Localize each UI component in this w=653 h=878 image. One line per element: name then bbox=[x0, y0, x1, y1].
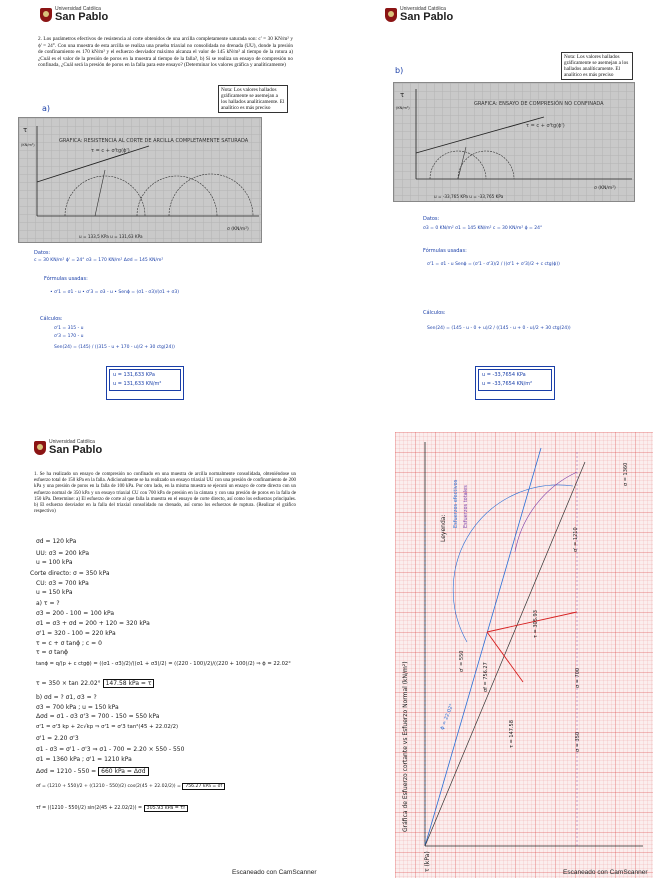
value-sigma-prime-1210: σ' = 1210 bbox=[573, 527, 579, 552]
work-line-14 bbox=[36, 680, 154, 687]
work-line-4: Corte directo: σ = 350 kPa bbox=[30, 570, 110, 577]
logo-small-text: Universidad Católica bbox=[55, 6, 101, 12]
scanner-footer: Escaneado con CamScanner bbox=[563, 869, 648, 876]
mohr-circle-graph bbox=[327, 432, 653, 878]
graph-axis-title: Gráfica de Esfuerzo cortante vs Esfuerzo Normal (kN/m²) bbox=[402, 661, 409, 832]
value-tau-305: τ = 305.93 bbox=[533, 610, 539, 638]
problem-statement: 1. Se ha realizado un ensayo de compresión no confinado en una muestra de arcilla normalmente consolidada, obteniéndose un esfuerzo total de 150 kPa en la falla. Adicionalmente se ha realizado un ensayo triaxial UU con una presión de confinamiento de 200 kPa y una presión de poros en la falla de 100 kPa. Por otro lado, en la misma muestra se ejecutó un ensayo de corte directo con un esfuerzo normal de 350 kPa y un ensayo triaxial CU con 700 kPa de presión en la cámara y con una presión de poros en la falla de 150 kPa. Determine: a) El esfuerzo de corte al que falla la muestra en el ensayo de corte directo, así como los esfuerzos principales. b) El esfuerzo desviador en la falla del triaxial consolidado no drenado, así como los esfuerzos de ruptura. (Realizar el gráfico respectivo) bbox=[34, 472, 296, 515]
logo-small-text: Universidad Católica bbox=[400, 6, 446, 12]
page-bottom-left bbox=[0, 432, 326, 878]
calc-line-3: Sen(24) = (145) / ((315 - u + 170 - u)/2 + 30 ctg(24)) bbox=[54, 345, 175, 350]
value-phi: ϕ = 22.02° bbox=[439, 703, 456, 731]
work-line-6: u = 150 kPa bbox=[36, 589, 73, 596]
calc-line-1: σ'1 = 315 - u bbox=[54, 326, 84, 331]
work-line-7: a) τ = ? bbox=[36, 600, 60, 607]
logo-small-text: Universidad Católica bbox=[49, 439, 95, 445]
university-logo bbox=[34, 440, 102, 456]
page-bottom-right bbox=[327, 432, 653, 878]
result-line-1: u = -33,7654 KPa bbox=[482, 372, 526, 378]
work-line-19: σ'1 = 2.20 σ'3 bbox=[36, 735, 79, 742]
graph-title: GRAFICA: ENSAYO DE COMPRESIÓN NO CONFINADA bbox=[474, 101, 604, 107]
work-line-12: τ = σ tanϕ bbox=[36, 649, 68, 656]
university-logo bbox=[385, 7, 453, 23]
graph-equation: τ = c + σ'tg(ϕ') bbox=[91, 148, 130, 154]
crest-icon bbox=[385, 8, 397, 22]
work-line-3: u = 100 kPa bbox=[36, 559, 73, 566]
legend-item-effective: Esfuerzos efectivos bbox=[453, 479, 459, 528]
work-line-1: σd = 120 kPa bbox=[36, 538, 77, 545]
result-box-c: 756.27 kPa = σf bbox=[182, 783, 225, 790]
graph-drawing bbox=[19, 118, 263, 244]
work-line-14-text: τ = 350 × tan 22.02° bbox=[36, 680, 101, 687]
value-sigma-350: σ = 350 bbox=[575, 731, 581, 752]
page-top-left bbox=[0, 0, 326, 430]
work-line-13: tanϕ = q/(p + c ctgϕ) = ((σ1 - σ3)/2)/((σ1 + σ3)/2) = ((220 - 100)/2)/((220 + 100)/2) ⇒ ϕ = 22.02° bbox=[36, 661, 291, 667]
sigma-axis-label: σ (KN/m²) bbox=[227, 227, 249, 232]
result-box-b: 660 kPa = Δσd bbox=[98, 767, 148, 776]
value-sigma-1360: σ = 1360 bbox=[623, 462, 629, 486]
calculos-label: Cálculos: bbox=[423, 310, 446, 316]
tau-axis-label: τ (kPa) bbox=[424, 851, 431, 872]
result-line-2: u = -33,7654 KN/m² bbox=[482, 381, 533, 387]
note-box: Nota: Los valores hallados gráficamente se asemejan a los hallados analíticamente. El analítico es más preciso bbox=[561, 52, 633, 80]
datos-values: σ3 = 0 KN/m² σ1 = 145 KN/m² c = 30 KN/m² ϕ = 24° bbox=[423, 226, 543, 231]
logo-big-text: San Pablo bbox=[55, 11, 109, 23]
graph-values: u = -33,765 KPa u = -33,765 KPa bbox=[434, 194, 504, 199]
tau-axis-label: τ bbox=[400, 91, 405, 99]
work-line-15: b) σd = ? σ1, σ3 = ? bbox=[36, 694, 97, 701]
work-line-11: τ = c + σ tanϕ ; c = 0 bbox=[36, 640, 102, 647]
work-line-2: UU: σ3 = 200 kPa bbox=[36, 550, 90, 557]
graph-drawing bbox=[394, 83, 636, 203]
result-box bbox=[106, 366, 184, 400]
result-line-1: u = 131,633 KPa bbox=[113, 372, 155, 378]
graph-values: u = 133,5 KPa u = 131,63 KPa bbox=[79, 234, 143, 239]
datos-label: Datos: bbox=[423, 216, 440, 222]
result-box bbox=[475, 366, 555, 400]
datos-values: c = 30 KN/m² ϕ' = 24° σ3 = 170 KN/m² Δσd = 145 KN/m² bbox=[34, 258, 164, 263]
work-line-16: σ3 = 700 kPa ; u = 150 kPa bbox=[36, 704, 119, 711]
tau-axis-unit: (KN/m²) bbox=[21, 143, 35, 147]
logo-big-text: San Pablo bbox=[400, 11, 454, 23]
work-line-20: σ1 - σ3 = σ'1 - σ'3 ⇒ σ1 - 700 = 2.20 × 550 - 550 bbox=[36, 746, 185, 753]
formulas-values: • σ'1 = σ1 - u • σ'3 = σ3 - u • Senϕ = (σ1 - σ3)/(σ1 + σ3) bbox=[50, 290, 179, 295]
work-line-21: σ1 = 1360 kPa ; σ'1 = 1210 kPa bbox=[36, 756, 132, 763]
formulas-label: Fórmulas usadas: bbox=[44, 276, 88, 282]
work-line-8: σ3 = 200 - 100 = 100 kPa bbox=[36, 610, 115, 617]
result-box-d: 305.93 kPa = τf bbox=[144, 805, 188, 812]
legend-item-total: Esfuerzos totales bbox=[463, 485, 469, 528]
scanner-footer: Escaneado con CamScanner bbox=[232, 869, 317, 876]
work-line-23-text: σf = (1210 + 550)/2 + ((1210 - 550)/2) cos(2(45 + 22.02/2)) = bbox=[36, 784, 181, 789]
part-label: b) bbox=[395, 66, 404, 75]
logo-big-text: San Pablo bbox=[49, 444, 103, 456]
formulas-label: Fórmulas usadas: bbox=[423, 248, 467, 254]
calculos-label: Cálculos: bbox=[40, 316, 63, 322]
graph-title: GRAFICA: RESISTENCIA AL CORTE DE ARCILLA COMPLETAMENTE SATURADA bbox=[59, 138, 249, 144]
part-label: a) bbox=[42, 104, 51, 113]
work-line-10: σ'1 = 320 - 100 = 220 kPa bbox=[36, 630, 116, 637]
work-line-22-text: Δσd = 1210 - 550 = bbox=[36, 768, 97, 775]
crest-icon bbox=[40, 8, 52, 22]
formulas-values: σ'1 = σ1 - u Senϕ = (σ'1 - σ'3)/2 / ((σ'1 + σ'3)/2 + c ctg(ϕ)) bbox=[427, 262, 560, 267]
shear-graph bbox=[393, 82, 635, 202]
result-line-2: u = 131,633 KN/m² bbox=[113, 381, 162, 387]
result-box-a: 147.58 kPa = τ bbox=[103, 679, 155, 688]
work-line-23 bbox=[36, 784, 225, 789]
work-line-18: σ'1 = σ'3 kp + 2c√kp ⇒ σ'1 = σ'3 tan²(45 + 22.02/2) bbox=[36, 724, 179, 730]
note-box: Nota: Los valores hallados gráficamente se asemejan a los hallados analíticamente. El analítico es más preciso bbox=[218, 85, 288, 113]
value-sigma-prime-550: σ' = 550 bbox=[459, 650, 465, 672]
calc-line-1: Sen(24) = (145 - u - 0 + u)/2 / ((145 - u + 0 - u)/2 + 30 ctg(24)) bbox=[427, 326, 571, 331]
work-line-24-text: τf = ((1210 - 550)/2) sin(2(45 + 22.02/2)) = bbox=[36, 806, 142, 811]
sigma-axis-label: σ (KN/m²) bbox=[594, 186, 616, 191]
value-tau-147: τ = 147.58 bbox=[509, 720, 515, 748]
value-sigma-700: σ = 700 bbox=[575, 667, 581, 688]
legend-title: Leyenda: bbox=[440, 514, 447, 542]
graph-equation: τ = c + σ'tg(ϕ') bbox=[526, 123, 565, 129]
work-line-24 bbox=[36, 806, 188, 811]
university-logo bbox=[40, 7, 108, 23]
problem-statement: 2. Los parámetros efectivos de resistencia al corte obtenidos de una arcilla completamente saturada son: c' = 30 KN/m² y ϕ' = 24°. Con una muestra de esta arcilla se realiza una prueba triaxial no consolidada no drenada (UU), donde la presión de confinamiento es 170 kN/m² y el esfuerzo desviador máximo alcanza el valor de 145 kN/m² al tiempo de la rotura a) ¿Cuál es el valor de la presión de poros en la muestra al tiempo de la falla?, b) Si se realiza un ensayo de compresión no confinada, ¿Cuál será la presión de poros en la falla para este ensayo? (Determinar los valores gráfica y analíticamente) bbox=[38, 36, 293, 69]
work-line-9: σ1 = σ3 + σd = 200 + 120 = 320 kPa bbox=[36, 620, 150, 627]
work-line-17: Δσd = σ1 - σ3 σ'3 = 700 - 150 = 550 kPa bbox=[36, 713, 160, 720]
shear-graph bbox=[18, 117, 262, 243]
page-top-right bbox=[327, 0, 653, 430]
value-sigma-f: σf = 756.27 bbox=[483, 662, 489, 692]
work-line-22 bbox=[36, 768, 149, 775]
tau-axis-unit: (KN/m²) bbox=[396, 106, 410, 110]
crest-icon bbox=[34, 441, 46, 455]
datos-label: Datos: bbox=[34, 250, 51, 256]
tau-axis-label: τ bbox=[23, 126, 28, 134]
work-line-5: CU: σ3 = 700 kPa bbox=[36, 580, 89, 587]
calc-line-2: σ'3 = 170 - u bbox=[54, 334, 84, 339]
